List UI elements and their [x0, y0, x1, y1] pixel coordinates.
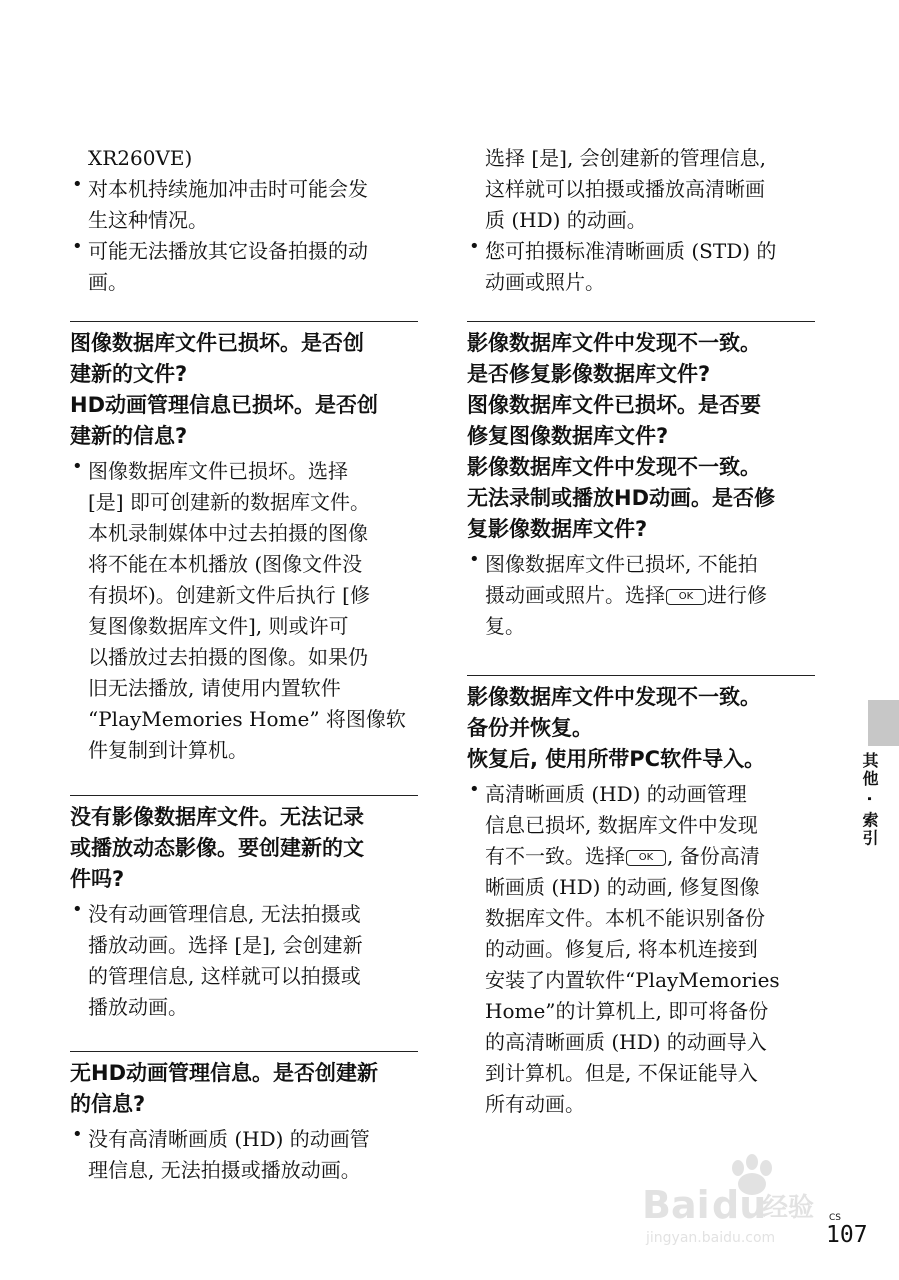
side-tab-label: 其他 · 索引 — [860, 752, 879, 848]
list-item: • 可能无法播放其它设备拍摄的动 画。 — [70, 236, 418, 298]
baidu-watermark-logo — [640, 1150, 820, 1250]
svg-text:jingyan.baidu.com: jingyan.baidu.com — [646, 1230, 776, 1246]
page-number: 107 — [826, 1222, 868, 1248]
list-item: • 对本机持续施加冲击时可能会发 生这种情况。 — [70, 174, 418, 236]
section-divider — [467, 321, 815, 322]
list-item: • 没有动画管理信息, 无法拍摄或 播放动画。选择 [是], 会创建新 的管理信息, 这样就可以拍摄或 播放动画。 — [70, 899, 418, 1023]
list-item: • 图像数据库文件已损坏。选择 [是] 即可创建新的数据库文件。 本机录制媒体中过去拍摄的图像 将不能在本机播放 (图像文件没 有损坏)。创建新文件后执行 [修 复图像数据库文件], 则或许可 以播放过去拍摄的图像。如果仍 旧无法播放, 请使用内置软件 “PlayMemories Home” 将图像软 件复制到计算机。 — [70, 456, 418, 766]
section-no-database — [70, 802, 418, 1023]
section-heading: 没有影像数据库文件。无法记录 或播放动态影像。要创建新的文 件吗? — [70, 805, 364, 891]
left-intro — [70, 143, 418, 298]
ok-button-icon: OK — [666, 589, 706, 605]
section-divider — [70, 321, 418, 322]
section-heading: 图像数据库文件已损坏。是否创 建新的文件? HD动画管理信息已损坏。是否创 建新的信息? — [70, 331, 379, 448]
svg-text:du: du — [712, 1183, 767, 1227]
section-divider — [70, 795, 418, 796]
section-corrupt-database — [70, 328, 418, 766]
section-heading: 无HD动画管理信息。是否创建新 的信息? — [70, 1061, 379, 1116]
list-item: • 没有高清晰画质 (HD) 的动画管 理信息, 无法拍摄或播放动画。 — [70, 1124, 418, 1186]
right-intro: 选择 [是], 会创建新的管理信息, 这样就可以拍摄或播放高清晰画 质 (HD) 的动画。 • 您可拍摄标准清晰画质 (STD) 的 动画或照片。 — [467, 143, 815, 298]
side-tab-marker — [868, 700, 899, 746]
continuation-text: XR260VE) — [88, 146, 193, 170]
section-divider — [70, 1051, 418, 1052]
section-backup-restore — [467, 682, 815, 1120]
list-item: • 高清晰画质 (HD) 的动画管理 信息已损坏, 数据库文件中发现 有不一致。选择 OK , 备份高清 晰画质 (HD) 的动画, 修复图像 数据库文件。本机不能识别备份 的动画。修复后, 将本机连接到 安装了内置软件“PlayMemories Home”的计算机上, 即可将备份 的高清晰画质 (HD) 的动画导入 到计算机。但是, 不保证能导入 所有动画。 — [467, 779, 815, 1120]
section-divider — [467, 675, 815, 676]
svg-text:经验: 经验 — [762, 1193, 815, 1223]
list-item: • 图像数据库文件已损坏, 不能拍 摄动画或照片。选择 OK 进行修 复。 — [467, 549, 815, 642]
section-heading: 影像数据库文件中发现不一致。 备份并恢复。 恢复后, 使用所带PC软件导入。 — [467, 685, 766, 771]
section-inconsistency-repair — [467, 328, 815, 642]
page-language-code: CS — [829, 1213, 841, 1223]
list-item: • 您可拍摄标准清晰画质 (STD) 的 动画或照片。 — [467, 236, 815, 298]
section-no-hd-info — [70, 1058, 418, 1186]
ok-button-icon: OK — [626, 850, 666, 866]
section-heading: 影像数据库文件中发现不一致。 是否修复影像数据库文件? 图像数据库文件已损坏。是否要 修复图像数据库文件? 影像数据库文件中发现不一致。 无法录制或播放HD动画。是否修 复影像数据库文件? — [467, 331, 776, 541]
svg-text:Bai: Bai — [642, 1183, 710, 1227]
